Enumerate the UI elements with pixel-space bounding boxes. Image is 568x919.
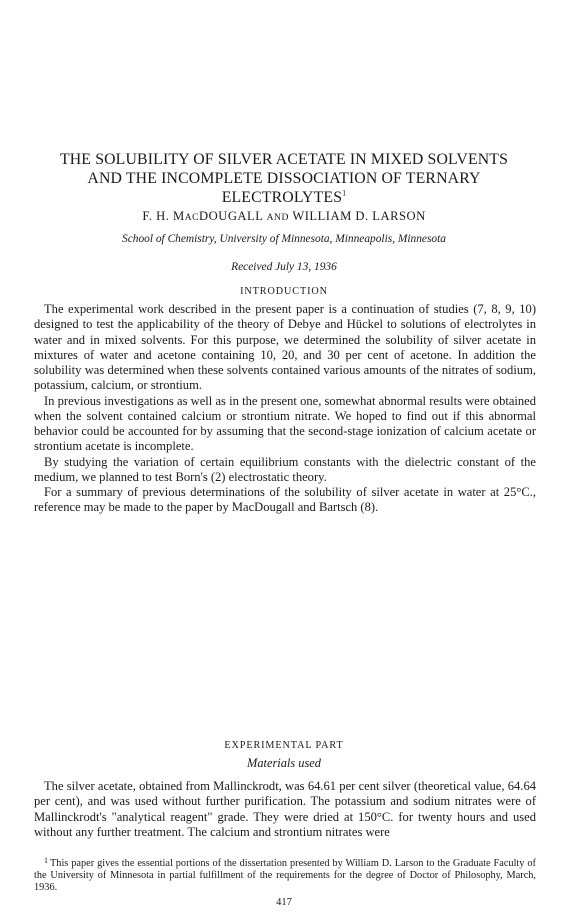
author-1-surname-small: AC	[184, 212, 200, 223]
intro-paragraph-2: In previous investigations as well as in the present one, somewhat abnormal results were obtained when the solvent contained calcium or strontium nitrate. We hoped to find out if this abnormal behavior could be accounted for by assuming that the second-stage ionization of calcium acetate or strontium acetate is incomplete.	[34, 393, 536, 454]
materials-body	[34, 779, 536, 840]
introduction-body	[34, 302, 536, 516]
footnote-text: This paper gives the essential portions of the dissertation presented by William D. Larson to the Graduate Faculty of the University of Minnesota in partial fulfillment of the requirements for the degree of Doctor of Philosophy, March, 1936.	[34, 858, 536, 894]
article-title	[20, 150, 548, 207]
footnote-text-block	[34, 858, 536, 895]
author-2: WILLIAM D. LARSON	[292, 209, 426, 223]
footnote-mark: 1	[44, 856, 48, 865]
title-footnote-mark: 1	[342, 188, 347, 198]
author-line	[0, 209, 568, 224]
experimental-heading: EXPERIMENTAL PART	[224, 740, 344, 751]
affiliation: School of Chemistry, University of Minnesota, Minneapolis, Minnesota	[122, 233, 446, 245]
introduction-heading: INTRODUCTION	[240, 286, 328, 297]
received-date: Received July 13, 1936	[231, 261, 337, 273]
title-line-3-text: ELECTROLYTES	[221, 189, 343, 206]
page-number: 417	[276, 897, 292, 908]
author-1-initials: F. H. M	[142, 209, 185, 223]
title-line-2: AND THE INCOMPLETE DISSOCIATION OF TERNARY	[87, 170, 481, 187]
author-conjunction: AND	[266, 212, 289, 223]
footnote	[34, 858, 536, 895]
materials-paragraph: The silver acetate, obtained from Mallinckrodt, was 64.61 per cent silver (theoretical value, 64.64 per cent), and was used without further purification. The potassium and sodium nitrates were of Mallinckrodt's "analytical reagent" grade. They were dried at 150°C. for twenty hours and used without any further treatment. The calcium and strontium nitrates were	[34, 779, 536, 839]
title-line-3	[20, 188, 548, 207]
materials-heading: Materials used	[247, 756, 321, 770]
intro-paragraph-1: The experimental work described in the present paper is a continuation of studies (7, 8, 9, 10) designed to test the applicability of the theory of Debye and Hückel to solutions of electrolytes in water and in mixed solvents. For this purpose, we determined the solubility of silver acetate in mixtures of water and acetone containing 10, 20, and 30 per cent of acetone. In addition the solubility was determined when these solvents contained various amounts of the nitrates of sodium, potassium, calcium, or strontium.	[34, 302, 536, 393]
title-line-1: THE SOLUBILITY OF SILVER ACETATE IN MIXED SOLVENTS	[59, 151, 509, 168]
intro-paragraph-3: By studying the variation of certain equilibrium constants with the dielectric constant of the medium, we planned to test Born's (2) electrostatic theory.	[34, 454, 536, 484]
author-1-surname-rest: DOUGALL	[199, 209, 263, 223]
intro-paragraph-4: For a summary of previous determinations of the solubility of silver acetate in water at 25°C., reference may be made to the paper by MacDougall and Bartsch (8).	[34, 485, 536, 515]
